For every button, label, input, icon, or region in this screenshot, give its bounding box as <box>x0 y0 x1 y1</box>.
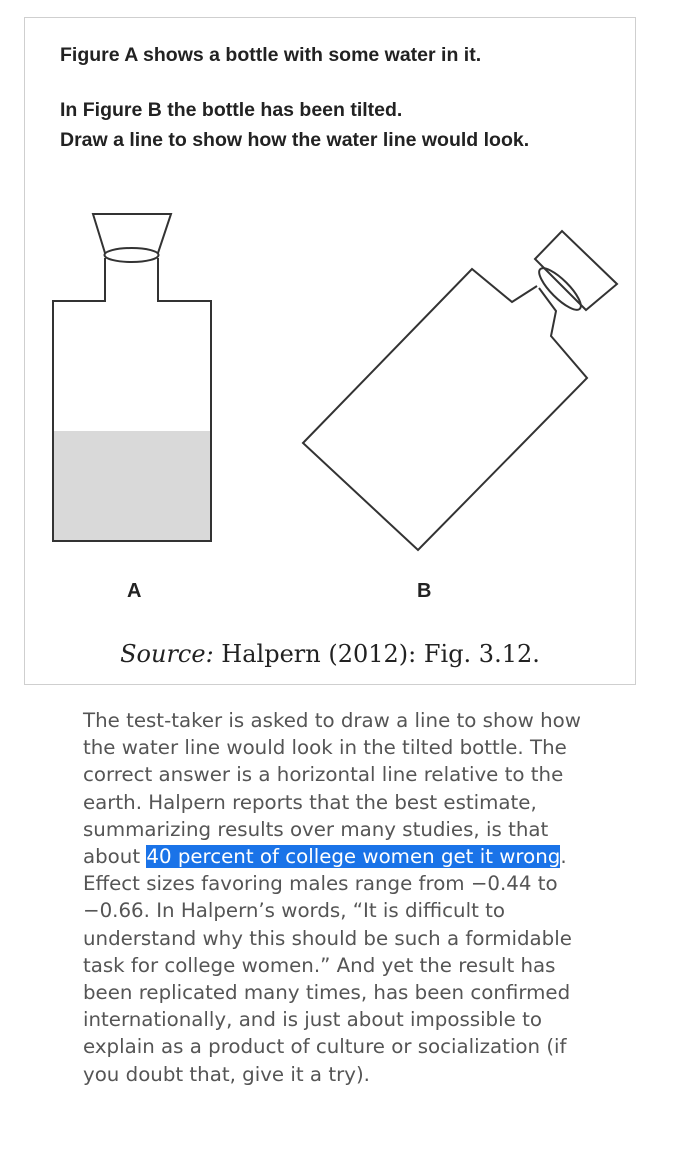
paragraph-text-after: . Effect sizes favoring males range from −0.44 to −0.66. In Halpern’s words, “It is difficult to understand why this should be such a formidable task for college women.” And yet the result has been replicated many times, has been confirmed internationally, and is just about impossible to explain as a product of culture or socialization (if you doubt that, give it a try). <box>83 845 572 1086</box>
figure-source <box>25 640 635 668</box>
figure-panel <box>24 17 636 685</box>
instruction-line-2: In Figure B the bottle has been tilted. <box>60 99 403 121</box>
bottle-b-mouth <box>534 263 586 315</box>
instruction-line-1: Figure A shows a bottle with some water in it. <box>60 44 482 66</box>
water-fill <box>53 431 211 541</box>
bottle-b <box>303 231 617 550</box>
figure-b-label: B <box>417 580 432 602</box>
paragraph-text-before: The test-taker is asked to draw a line to show how the water line would look in the tilted bottle. The correct answer is a horizontal line relative to the earth. Halpern reports that the best estimate, summarizing results over many studies, is that about <box>83 709 581 869</box>
bottle-diagram <box>25 18 637 686</box>
bottle-b-body <box>303 269 587 550</box>
bottle-a-mouth <box>105 248 159 262</box>
bottle-a <box>53 214 211 541</box>
instruction-line-3: Draw a line to show how the water line would look. <box>60 129 530 151</box>
source-label: Source: <box>120 640 214 668</box>
article-paragraph <box>83 707 603 1088</box>
highlighted-selection[interactable]: 40 percent of college women get it wrong <box>146 845 561 869</box>
source-citation: Halpern (2012): Fig. 3.12. <box>213 640 540 668</box>
figure-a-label: A <box>127 580 142 602</box>
